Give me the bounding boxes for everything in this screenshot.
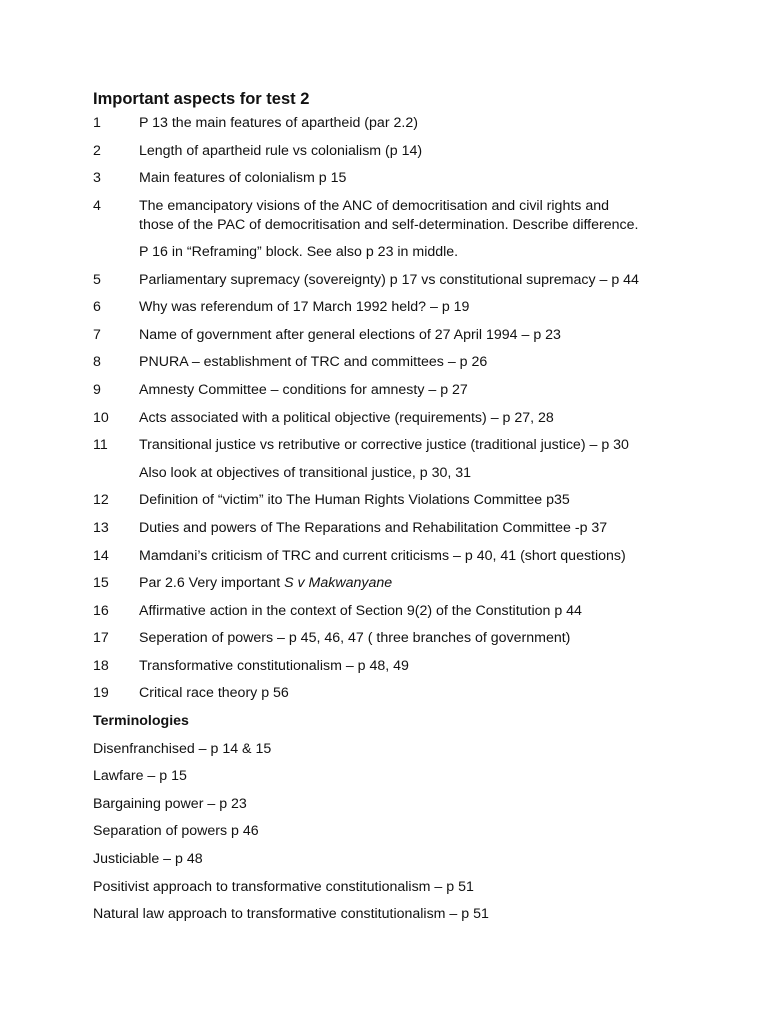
item-number: 1 <box>93 115 101 131</box>
item-continuation: P 16 in “Reframing” block. See also p 23 in middle. <box>139 243 459 260</box>
case-name: S v Makwanyane <box>284 575 393 592</box>
item-number: 5 <box>93 271 101 288</box>
list-item <box>93 138 693 166</box>
item-text: Acts associated with a political objective (requirements) – p 27, 28 <box>139 409 554 426</box>
list-item <box>93 377 693 405</box>
item-number: 9 <box>93 381 101 398</box>
terminology-item: Separation of powers p 46 <box>93 823 259 840</box>
item-text: Affirmative action in the context of Section 9(2) of the Constitution p 44 <box>139 602 582 619</box>
item-number: 6 <box>93 299 101 316</box>
terminology-item: Disenfranchised – p 14 & 15 <box>93 740 272 757</box>
item-number: 19 <box>93 685 109 702</box>
item-text: Why was referendum of 17 March 1992 held? – p 19 <box>139 299 470 316</box>
list-item <box>93 349 693 377</box>
item-number: 15 <box>93 575 109 592</box>
item-text: PNURA – establishment of TRC and committees – p 26 <box>139 354 488 371</box>
list-item <box>93 570 693 598</box>
item-text <box>139 570 693 598</box>
item-number: 7 <box>93 326 101 343</box>
terminology-item: Lawfare – p 15 <box>93 768 187 785</box>
item-number: 16 <box>93 602 109 619</box>
item-number: 14 <box>93 547 109 564</box>
item-text: Definition of “victim” ito The Human Rights Violations Committee p35 <box>139 492 570 509</box>
item-number: 17 <box>93 630 109 647</box>
list-item <box>93 405 693 433</box>
terminology-item: Natural law approach to transformative constitutionalism – p 51 <box>93 906 489 923</box>
list-item <box>93 432 693 460</box>
item-number: 18 <box>93 657 109 674</box>
terminology-item: Positivist approach to transformative constitutionalism – p 51 <box>93 878 474 895</box>
list-item <box>93 110 693 138</box>
list-item <box>93 653 693 681</box>
item-number: 8 <box>93 354 101 371</box>
item-text: Mamdani’s criticism of TRC and current criticisms – p 40, 41 (short questions) <box>139 547 626 564</box>
item-text: Critical race theory p 56 <box>139 685 289 702</box>
list-item <box>93 598 693 626</box>
item-text-line: those of the PAC of democritisation and self-determination. Describe difference. <box>139 216 639 233</box>
list-item <box>93 680 693 708</box>
item-text: Length of apartheid rule vs colonialism (p 14) <box>139 142 423 159</box>
item-number: 2 <box>93 142 101 159</box>
item-number: 4 <box>93 198 101 215</box>
item-text <box>139 193 693 235</box>
item-text: P 13 the main features of apartheid (par 2.2) <box>139 115 418 131</box>
list-item <box>93 294 693 322</box>
document-page <box>93 88 693 929</box>
page-title: Important aspects for test 2 <box>93 90 310 108</box>
item-text: Transitional justice vs retributive or corrective justice (traditional justice) – p 30 <box>139 437 629 454</box>
item-text-line: The emancipatory visions of the ANC of democritisation and civil rights and <box>139 198 609 215</box>
list-item <box>93 515 693 543</box>
list-item <box>93 487 693 515</box>
item-text: Parliamentary supremacy (sovereignty) p 17 vs constitutional supremacy – p 44 <box>139 271 639 288</box>
item-text: Main features of colonialism p 15 <box>139 170 347 187</box>
item-text: Name of government after general elections of 27 April 1994 – p 23 <box>139 326 561 343</box>
item-text-plain: Par 2.6 Very important <box>139 575 285 592</box>
item-text: Duties and powers of The Reparations and Rehabilitation Committee -p 37 <box>139 519 608 536</box>
item-text: Amnesty Committee – conditions for amnesty – p 27 <box>139 381 468 398</box>
item-number: 3 <box>93 170 101 187</box>
list-item <box>93 543 693 571</box>
terminology-item: Bargaining power – p 23 <box>93 795 247 812</box>
item-number: 10 <box>93 409 109 426</box>
list-item <box>93 625 693 653</box>
list-item <box>93 165 693 193</box>
terminology-item: Justiciable – p 48 <box>93 851 203 868</box>
item-number: 11 <box>93 437 108 454</box>
item-number: 13 <box>93 519 109 536</box>
list-item <box>93 193 693 239</box>
list-item <box>93 322 693 350</box>
item-text: Transformative constitutionalism – p 48, 49 <box>139 657 409 674</box>
terminologies-heading: Terminologies <box>93 713 189 730</box>
item-text: Seperation of powers – p 45, 46, 47 ( three branches of government) <box>139 630 571 647</box>
item-number: 12 <box>93 492 109 509</box>
list-item <box>93 267 693 295</box>
item-continuation: Also look at objectives of transitional justice, p 30, 31 <box>139 464 472 481</box>
